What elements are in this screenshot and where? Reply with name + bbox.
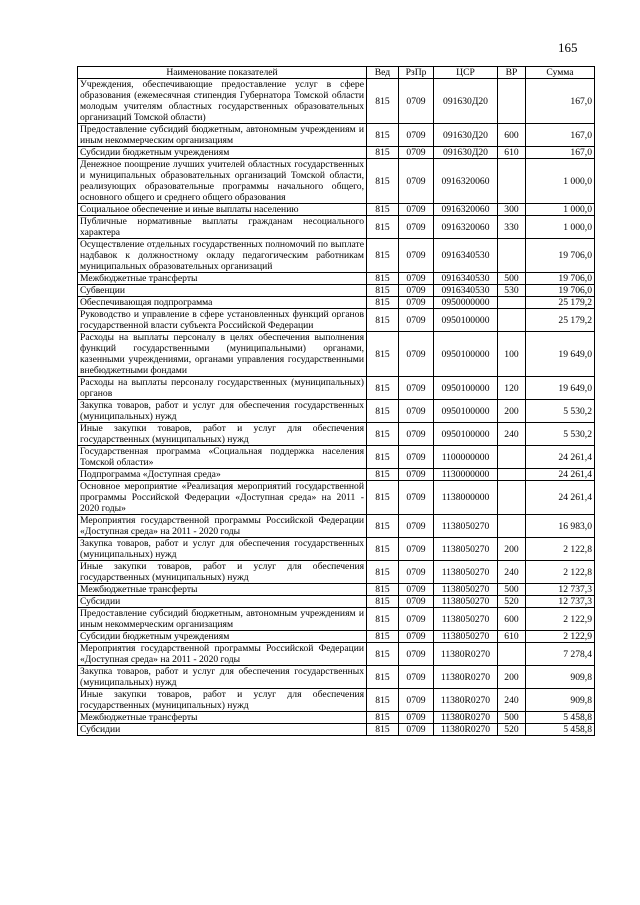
table-row — [78, 481, 595, 515]
cell-name: Расходы на выплаты персоналу в целях обеспечения выполнения функций государственными (муниципальными) органами, казенными учреждениями, органами управления государственными внебюджетными фондами — [78, 332, 367, 377]
cell-ved: 815 — [367, 666, 399, 689]
cell-vr — [498, 79, 526, 124]
table-row — [78, 377, 595, 400]
table-row — [78, 608, 595, 631]
cell-csr: 1138050270 — [434, 608, 498, 631]
header-csr: ЦСР — [434, 67, 498, 79]
cell-vr: 200 — [498, 400, 526, 423]
cell-sum: 167,0 — [526, 147, 595, 159]
cell-name: Мероприятия государственной программы Российской Федерации «Доступная среда» на 2011 - 2020 годы — [78, 643, 367, 666]
cell-rzpr: 0709 — [399, 159, 434, 204]
cell-csr: 1138050270 — [434, 596, 498, 608]
cell-name: Денежное поощрение лучших учителей областных государственных и муниципальных образовательных организаций Томской области, реализующих образовательные программы начального общего, основного общего и среднего общего образования — [78, 159, 367, 204]
cell-sum: 19 706,0 — [526, 273, 595, 285]
cell-csr: 1130000000 — [434, 469, 498, 481]
cell-name: Учреждения, обеспечивающие предоставление услуг в сфере образования (ежемесячная стипендия Губернатора Томской области молодым учителям областных государственных образовательных организаций Томской области) — [78, 79, 367, 124]
table-row — [78, 584, 595, 596]
cell-name: Межбюджетные трансферты — [78, 584, 367, 596]
cell-csr: 1100000000 — [434, 446, 498, 469]
table-row — [78, 216, 595, 239]
cell-rzpr: 0709 — [399, 239, 434, 273]
header-name: Наименование показателей — [78, 67, 367, 79]
cell-sum: 1 000,0 — [526, 159, 595, 204]
cell-name: Субсидии бюджетным учреждениям — [78, 147, 367, 159]
cell-sum: 16 983,0 — [526, 515, 595, 538]
cell-sum: 5 458,8 — [526, 712, 595, 724]
cell-vr: 530 — [498, 285, 526, 297]
table-row — [78, 666, 595, 689]
cell-rzpr: 0709 — [399, 377, 434, 400]
cell-sum: 167,0 — [526, 79, 595, 124]
cell-sum: 7 278,4 — [526, 643, 595, 666]
cell-vr: 200 — [498, 666, 526, 689]
header-ved: Вед — [367, 67, 399, 79]
cell-rzpr: 0709 — [399, 631, 434, 643]
cell-rzpr: 0709 — [399, 423, 434, 446]
cell-sum: 25 179,2 — [526, 309, 595, 332]
cell-csr: 0916340530 — [434, 285, 498, 297]
table-row — [78, 273, 595, 285]
cell-name: Закупка товаров, работ и услуг для обеспечения государственных (муниципальных) нужд — [78, 666, 367, 689]
cell-name: Руководство и управление в сфере установленных функций органов государственной власти субъекта Российской Федерации — [78, 309, 367, 332]
cell-csr: 1138050270 — [434, 538, 498, 561]
cell-csr: 11380R0270 — [434, 712, 498, 724]
cell-sum: 24 261,4 — [526, 446, 595, 469]
cell-name: Межбюджетные трансферты — [78, 273, 367, 285]
cell-name: Основное мероприятие «Реализация мероприятий государственной программы Российской Федерации «Доступная среда» на 2011 - 2020 годы» — [78, 481, 367, 515]
cell-vr: 600 — [498, 608, 526, 631]
cell-sum: 1 000,0 — [526, 216, 595, 239]
cell-csr: 1138050270 — [434, 631, 498, 643]
table-row — [78, 446, 595, 469]
cell-name: Субвенции — [78, 285, 367, 297]
cell-ved: 815 — [367, 608, 399, 631]
cell-csr: 1138050270 — [434, 561, 498, 584]
cell-vr — [498, 297, 526, 309]
cell-ved: 815 — [367, 204, 399, 216]
cell-vr: 120 — [498, 377, 526, 400]
header-rzpr: РзПр — [399, 67, 434, 79]
table-row — [78, 596, 595, 608]
table-body — [78, 79, 595, 736]
cell-rzpr: 0709 — [399, 724, 434, 736]
cell-name: Расходы на выплаты персоналу государственных (муниципальных) органов — [78, 377, 367, 400]
budget-table — [77, 66, 595, 736]
cell-name: Социальное обеспечение и иные выплаты населению — [78, 204, 367, 216]
cell-vr: 330 — [498, 216, 526, 239]
cell-rzpr: 0709 — [399, 515, 434, 538]
table-row — [78, 712, 595, 724]
cell-csr: 11380R0270 — [434, 643, 498, 666]
cell-name: Субсидии — [78, 596, 367, 608]
cell-name: Субсидии — [78, 724, 367, 736]
cell-csr: 0950100000 — [434, 423, 498, 446]
cell-vr: 240 — [498, 689, 526, 712]
cell-vr — [498, 239, 526, 273]
header-vr: ВР — [498, 67, 526, 79]
cell-rzpr: 0709 — [399, 481, 434, 515]
table-row — [78, 79, 595, 124]
header-sum: Сумма — [526, 67, 595, 79]
cell-rzpr: 0709 — [399, 124, 434, 147]
table-row — [78, 631, 595, 643]
cell-csr: 1138050270 — [434, 584, 498, 596]
cell-sum: 909,8 — [526, 666, 595, 689]
cell-sum: 12 737,3 — [526, 584, 595, 596]
header-row — [78, 67, 595, 79]
cell-ved: 815 — [367, 285, 399, 297]
table-row — [78, 515, 595, 538]
table-row — [78, 147, 595, 159]
cell-csr: 0950100000 — [434, 332, 498, 377]
cell-name: Предоставление субсидий бюджетным, автономным учреждениям и иным некоммерческим организациям — [78, 608, 367, 631]
cell-rzpr: 0709 — [399, 469, 434, 481]
cell-rzpr: 0709 — [399, 332, 434, 377]
cell-ved: 815 — [367, 724, 399, 736]
cell-sum: 167,0 — [526, 124, 595, 147]
cell-ved: 815 — [367, 631, 399, 643]
cell-rzpr: 0709 — [399, 147, 434, 159]
cell-ved: 815 — [367, 643, 399, 666]
cell-ved: 815 — [367, 147, 399, 159]
cell-ved: 815 — [367, 79, 399, 124]
cell-sum: 24 261,4 — [526, 469, 595, 481]
cell-csr: 1138000000 — [434, 481, 498, 515]
cell-vr: 500 — [498, 712, 526, 724]
table-row — [78, 423, 595, 446]
cell-name: Иные закупки товаров, работ и услуг для обеспечения государственных (муниципальных) нужд — [78, 689, 367, 712]
cell-rzpr: 0709 — [399, 584, 434, 596]
cell-csr: 11380R0270 — [434, 724, 498, 736]
cell-csr: 1138050270 — [434, 515, 498, 538]
table-row — [78, 724, 595, 736]
cell-name: Иные закупки товаров, работ и услуг для обеспечения государственных (муниципальных) нужд — [78, 423, 367, 446]
cell-ved: 815 — [367, 538, 399, 561]
cell-name: Мероприятия государственной программы Российской Федерации «Доступная среда» на 2011 - 2020 годы — [78, 515, 367, 538]
cell-ved: 815 — [367, 239, 399, 273]
cell-ved: 815 — [367, 481, 399, 515]
cell-csr: 091630Д20 — [434, 124, 498, 147]
cell-vr: 240 — [498, 423, 526, 446]
cell-rzpr: 0709 — [399, 689, 434, 712]
cell-rzpr: 0709 — [399, 273, 434, 285]
cell-vr — [498, 643, 526, 666]
cell-rzpr: 0709 — [399, 712, 434, 724]
cell-ved: 815 — [367, 332, 399, 377]
cell-vr: 610 — [498, 631, 526, 643]
cell-name: Предоставление субсидий бюджетным, автономным учреждениям и иным некоммерческим организациям — [78, 124, 367, 147]
cell-sum: 2 122,9 — [526, 631, 595, 643]
cell-vr: 610 — [498, 147, 526, 159]
table-row — [78, 309, 595, 332]
table-row — [78, 561, 595, 584]
cell-rzpr: 0709 — [399, 79, 434, 124]
page-number: 165 — [558, 40, 578, 55]
cell-csr: 0916340530 — [434, 273, 498, 285]
cell-vr: 520 — [498, 596, 526, 608]
cell-ved: 815 — [367, 712, 399, 724]
cell-vr: 240 — [498, 561, 526, 584]
cell-ved: 815 — [367, 309, 399, 332]
cell-name: Осуществление отдельных государственных полномочий по выплате надбавок к должностному окладу педагогическим работникам муниципальных образовательных организаций — [78, 239, 367, 273]
cell-sum: 5 530,2 — [526, 400, 595, 423]
cell-name: Иные закупки товаров, работ и услуг для обеспечения государственных (муниципальных) нужд — [78, 561, 367, 584]
table-row — [78, 332, 595, 377]
cell-sum: 2 122,8 — [526, 538, 595, 561]
cell-vr: 520 — [498, 724, 526, 736]
table-row — [78, 689, 595, 712]
cell-sum: 12 737,3 — [526, 596, 595, 608]
cell-ved: 815 — [367, 596, 399, 608]
table-row — [78, 643, 595, 666]
cell-vr: 300 — [498, 204, 526, 216]
cell-vr — [498, 469, 526, 481]
cell-csr: 0950100000 — [434, 377, 498, 400]
cell-csr: 0950000000 — [434, 297, 498, 309]
table-row — [78, 469, 595, 481]
cell-vr: 600 — [498, 124, 526, 147]
cell-sum: 19 649,0 — [526, 332, 595, 377]
cell-ved: 815 — [367, 423, 399, 446]
cell-csr: 091630Д20 — [434, 79, 498, 124]
cell-sum: 909,8 — [526, 689, 595, 712]
cell-rzpr: 0709 — [399, 666, 434, 689]
cell-rzpr: 0709 — [399, 204, 434, 216]
cell-name: Закупка товаров, работ и услуг для обеспечения государственных (муниципальных) нужд — [78, 400, 367, 423]
table-row — [78, 297, 595, 309]
cell-sum: 25 179,2 — [526, 297, 595, 309]
cell-sum: 2 122,9 — [526, 608, 595, 631]
cell-name: Закупка товаров, работ и услуг для обеспечения государственных (муниципальных) нужд — [78, 538, 367, 561]
cell-name: Субсидии бюджетным учреждениям — [78, 631, 367, 643]
cell-csr: 0916320060 — [434, 216, 498, 239]
cell-csr: 0950100000 — [434, 400, 498, 423]
cell-vr: 200 — [498, 538, 526, 561]
cell-ved: 815 — [367, 446, 399, 469]
table-row — [78, 285, 595, 297]
table-row — [78, 400, 595, 423]
cell-sum: 19 706,0 — [526, 239, 595, 273]
cell-ved: 815 — [367, 297, 399, 309]
table-row — [78, 239, 595, 273]
cell-ved: 815 — [367, 159, 399, 204]
cell-vr: 100 — [498, 332, 526, 377]
cell-ved: 815 — [367, 689, 399, 712]
cell-ved: 815 — [367, 469, 399, 481]
cell-sum: 5 530,2 — [526, 423, 595, 446]
cell-sum: 24 261,4 — [526, 481, 595, 515]
cell-csr: 0916320060 — [434, 204, 498, 216]
cell-ved: 815 — [367, 584, 399, 596]
table-row — [78, 124, 595, 147]
cell-rzpr: 0709 — [399, 538, 434, 561]
cell-rzpr: 0709 — [399, 216, 434, 239]
cell-rzpr: 0709 — [399, 285, 434, 297]
cell-vr — [498, 159, 526, 204]
cell-vr — [498, 481, 526, 515]
cell-csr: 0916340530 — [434, 239, 498, 273]
cell-name: Подпрограмма «Доступная среда» — [78, 469, 367, 481]
cell-ved: 815 — [367, 515, 399, 538]
cell-ved: 815 — [367, 377, 399, 400]
cell-ved: 815 — [367, 124, 399, 147]
cell-rzpr: 0709 — [399, 596, 434, 608]
cell-rzpr: 0709 — [399, 297, 434, 309]
table-row — [78, 159, 595, 204]
cell-ved: 815 — [367, 561, 399, 584]
cell-sum: 1 000,0 — [526, 204, 595, 216]
cell-vr — [498, 446, 526, 469]
cell-sum: 5 458,8 — [526, 724, 595, 736]
cell-rzpr: 0709 — [399, 309, 434, 332]
cell-name: Государственная программа «Социальная поддержка населения Томской области» — [78, 446, 367, 469]
cell-csr: 11380R0270 — [434, 689, 498, 712]
table-header — [78, 67, 595, 79]
cell-vr — [498, 515, 526, 538]
cell-name: Межбюджетные трансферты — [78, 712, 367, 724]
cell-ved: 815 — [367, 400, 399, 423]
cell-name: Публичные нормативные выплаты гражданам несоциального характера — [78, 216, 367, 239]
cell-rzpr: 0709 — [399, 643, 434, 666]
table-row — [78, 204, 595, 216]
cell-csr: 0950100000 — [434, 309, 498, 332]
cell-sum: 19 649,0 — [526, 377, 595, 400]
cell-vr: 500 — [498, 584, 526, 596]
cell-sum: 19 706,0 — [526, 285, 595, 297]
cell-csr: 11380R0270 — [434, 666, 498, 689]
cell-ved: 815 — [367, 273, 399, 285]
cell-ved: 815 — [367, 216, 399, 239]
cell-vr — [498, 309, 526, 332]
table-row — [78, 538, 595, 561]
cell-rzpr: 0709 — [399, 561, 434, 584]
cell-rzpr: 0709 — [399, 400, 434, 423]
cell-sum: 2 122,8 — [526, 561, 595, 584]
cell-rzpr: 0709 — [399, 608, 434, 631]
cell-vr: 500 — [498, 273, 526, 285]
cell-rzpr: 0709 — [399, 446, 434, 469]
cell-name: Обеспечивающая подпрограмма — [78, 297, 367, 309]
cell-csr: 091630Д20 — [434, 147, 498, 159]
cell-csr: 0916320060 — [434, 159, 498, 204]
